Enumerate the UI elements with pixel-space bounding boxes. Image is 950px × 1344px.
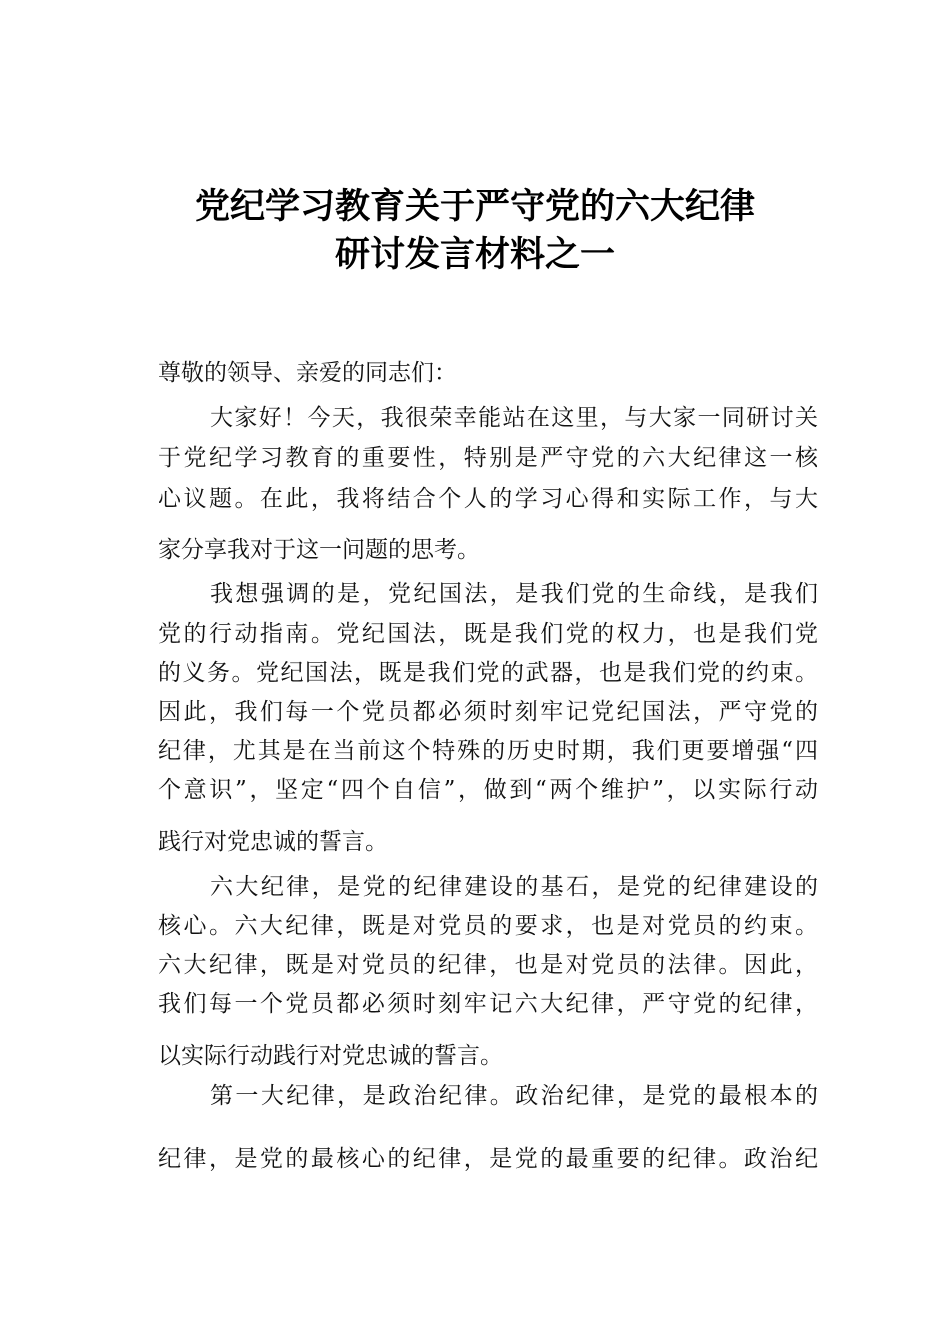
paragraph-line: 于党纪学习教育的重要性，特别是严守党的六大纪律这一核 bbox=[158, 445, 818, 471]
paragraph-line: 因此，我们每一个党员都必须时刻牢记党纪国法，严守党的 bbox=[158, 699, 818, 725]
paragraph-line: 第一大纪律，是政治纪律。政治纪律，是党的最根本的 bbox=[210, 1083, 818, 1109]
document-title bbox=[0, 183, 950, 279]
title-line-2: 研讨发言材料之一 bbox=[334, 235, 615, 275]
paragraph-line: 大家好！今天，我很荣幸能站在这里，与大家一同研讨关 bbox=[210, 405, 818, 431]
paragraph-line: 家分享我对于这一问题的思考。 bbox=[158, 537, 480, 563]
paragraph-line: 纪律，是党的最核心的纪律，是党的最重要的纪律。政治纪 bbox=[158, 1146, 818, 1172]
paragraph-line: 我们每一个党员都必须时刻牢记六大纪律，严守党的纪律， bbox=[158, 991, 818, 1017]
paragraph-line: 心议题。在此，我将结合个人的学习心得和实际工作，与大 bbox=[158, 486, 818, 512]
paragraph-line: 核心。六大纪律，既是对党员的要求，也是对党员的约束。 bbox=[158, 913, 818, 939]
paragraph-line: 六大纪律，是党的纪律建设的基石，是党的纪律建设的 bbox=[210, 874, 818, 900]
paragraph-line: 个意识”，坚定“四个自信”，做到“两个维护”，以实际行动 bbox=[158, 777, 818, 803]
paragraph-line: 以实际行动践行对党忠诚的誓言。 bbox=[158, 1043, 503, 1069]
salutation: 尊敬的领导、亲爱的同志们： bbox=[158, 360, 457, 386]
paragraph-line: 党的行动指南。党纪国法，既是我们党的权力，也是我们党 bbox=[158, 621, 818, 647]
paragraph-line: 六大纪律，既是对党员的纪律，也是对党员的法律。因此， bbox=[158, 952, 818, 978]
title-line-1: 党纪学习教育关于严守党的六大纪律 bbox=[194, 187, 755, 227]
paragraph-line: 践行对党忠诚的誓言。 bbox=[158, 829, 388, 855]
paragraph-line: 的义务。党纪国法，既是我们党的武器，也是我们党的约束。 bbox=[158, 660, 818, 686]
paragraph-line: 我想强调的是，党纪国法，是我们党的生命线，是我们 bbox=[210, 581, 818, 607]
paragraph-line: 纪律，尤其是在当前这个特殊的历史时期，我们更要增强“四 bbox=[158, 738, 818, 764]
